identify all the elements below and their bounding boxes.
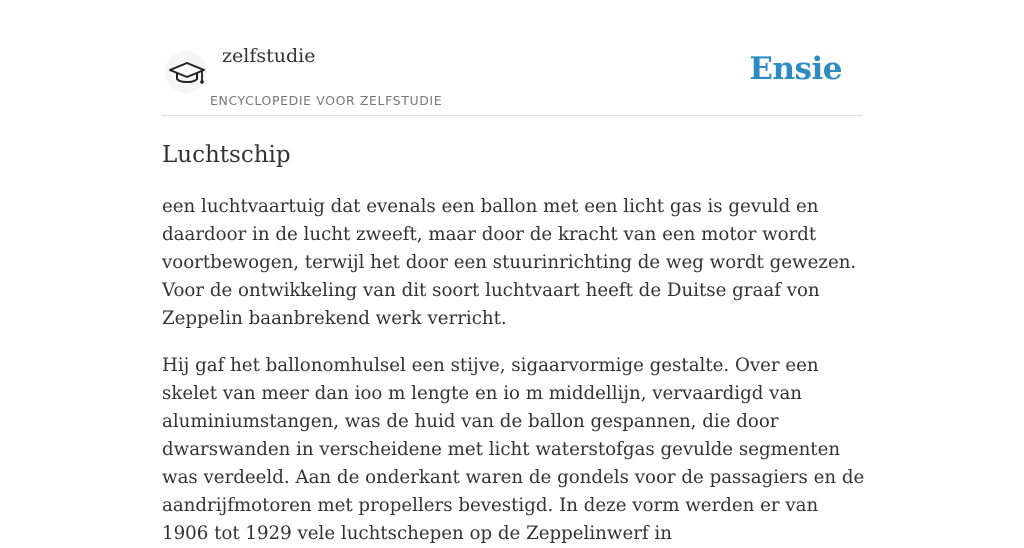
site-header xyxy=(162,0,862,116)
article-paragraph-2: Hij gaf het ballonomhulsel een stijve, sigaarvormige gestalte. Over een skelet van meer dan ioo m lengte en io m middellijn, vervaardigd van aluminiumstangen, was de huid van de ballon gespannen, die door dwarswanden in verscheidene met licht waterstofgas gevulde segmenten was verdeeld. Aan de onderkant waren de gondels voor de passagiers en de aandrijfmotoren met propellers bevestigd. In deze vorm werden er van 1906 tot 1929 vele luchtschepen op de Zeppelinwerf in xyxy=(162,355,865,544)
article-title: Luchtschip xyxy=(162,142,291,168)
article-paragraph-1: een luchtvaartuig dat evenals een ballon met een licht gas is gevuld en daardoor in de lucht zweeft, maar door de kracht van een motor wordt voortbewogen, terwijl het door een stuurinrichting de weg wordt gewezen. Voor de ontwikkeling van dit soort luchtvaart heeft de Duitse graaf von Zeppelin baanbrekend werk verricht. xyxy=(162,196,857,329)
ensie-brand-link[interactable]: Ensie xyxy=(749,51,842,87)
graduation-cap-icon[interactable] xyxy=(164,50,208,94)
site-name-link[interactable]: zelfstudie xyxy=(222,45,316,67)
content-container xyxy=(162,0,865,548)
site-tagline: ENCYCLOPEDIE VOOR ZELFSTUDIE xyxy=(210,93,443,108)
